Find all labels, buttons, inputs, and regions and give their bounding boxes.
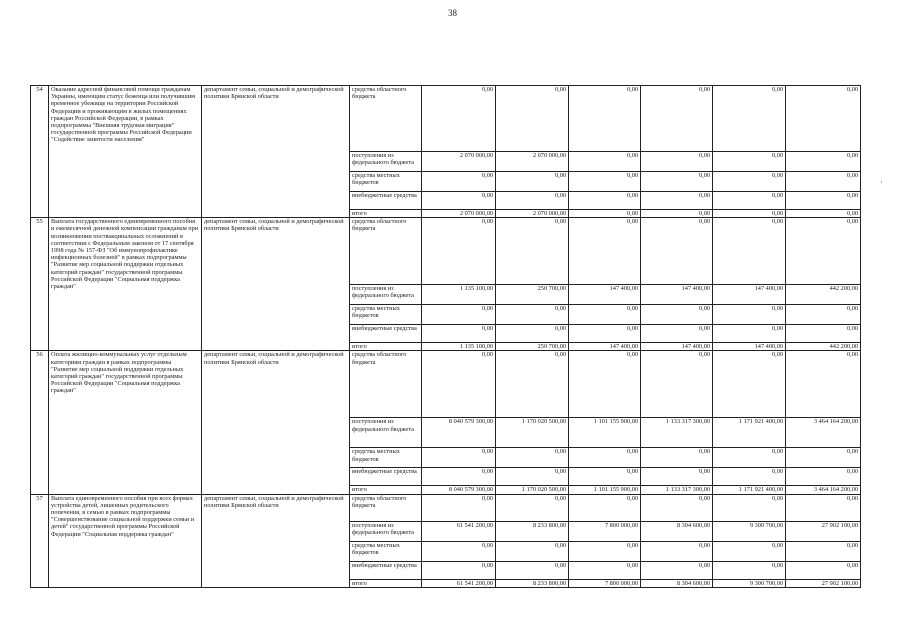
amount-cell: 1 133 317 300,00 — [641, 418, 713, 448]
amount-cell: 0,00 — [786, 448, 861, 468]
amount-cell: 250 700,00 — [496, 285, 569, 305]
amount-cell: 147 400,00 — [569, 343, 641, 351]
amount-cell: 0,00 — [713, 218, 786, 285]
amount-cell: 9 300 700,00 — [713, 579, 786, 587]
measure-description: Выплата единовременного пособия при всех формах устройства детей, лишенных родительского попечения, в семью в рамках подпрограммы "Совершенствование социальной поддержки семьи и детей" государственной программы Российской Федерации "Социальная поддержка граждан" — [49, 494, 202, 587]
responsible-department: департамент семьи, социальной и демографической политики Брянской области — [202, 494, 350, 587]
responsible-department: департамент семьи, социальной и демографической политики Брянской области — [202, 218, 350, 351]
amount-cell: 0,00 — [422, 218, 496, 285]
table-row — [31, 494, 861, 521]
amount-cell: 0,00 — [422, 172, 496, 192]
amount-cell: 0,00 — [496, 561, 569, 579]
amount-cell: 0,00 — [786, 494, 861, 521]
amount-cell: 0,00 — [786, 152, 861, 172]
budget-body — [31, 86, 861, 588]
row-number: 54 — [31, 86, 49, 218]
funding-source: средства областного бюджета — [350, 351, 422, 418]
amount-cell: 0,00 — [641, 86, 713, 152]
amount-cell: 0,00 — [641, 325, 713, 343]
funding-source: внебюджетные средства — [350, 325, 422, 343]
funding-source: средства областного бюджета — [350, 494, 422, 521]
amount-cell: 0,00 — [786, 86, 861, 152]
funding-source: поступления из федерального бюджета — [350, 152, 422, 172]
amount-cell: 0,00 — [422, 494, 496, 521]
amount-cell: 1 170 020 500,00 — [496, 486, 569, 494]
funding-source: средства местных бюджетов — [350, 305, 422, 325]
amount-cell: 0,00 — [496, 305, 569, 325]
amount-cell: 0,00 — [496, 218, 569, 285]
measure-description: Выплата государственного единовременного пособия и ежемесячной денежной компенсации гражданам при возникновении поствакцинальных осложнений в соответствии с Федеральным законом от 17 сентября 1998 года № 157-ФЗ "Об иммунопрофилактике инфекционных болезней" в рамках подпрограммы "Развитие мер социальной поддержки отдельных категорий граждан" государственной программы Российской Федерации "Социальная поддержка граждан" — [49, 218, 202, 351]
amount-cell: 8 233 800,00 — [496, 579, 569, 587]
funding-source: средства областного бюджета — [350, 86, 422, 152]
amount-cell: 2 070 000,00 — [422, 210, 496, 218]
amount-cell: 8 304 600,00 — [641, 521, 713, 541]
amount-cell: 1 101 155 900,00 — [569, 418, 641, 448]
row-number: 57 — [31, 494, 49, 587]
amount-cell: 0,00 — [569, 351, 641, 418]
amount-cell: 7 800 000,00 — [569, 579, 641, 587]
amount-cell: 147 400,00 — [641, 343, 713, 351]
row-number: 56 — [31, 351, 49, 494]
amount-cell: 0,00 — [713, 448, 786, 468]
funding-source: итого — [350, 579, 422, 587]
amount-cell: 0,00 — [422, 351, 496, 418]
amount-cell: 8 304 600,00 — [641, 579, 713, 587]
amount-cell: 7 800 000,00 — [569, 521, 641, 541]
amount-cell: 27 902 100,00 — [786, 521, 861, 541]
amount-cell: 61 541 200,00 — [422, 521, 496, 541]
measure-description: Оплата жилищно-коммунальных услуг отдельным категориям граждан в рамках подпрограммы "Развитие мер социальной поддержки отдельных категорий граждан" государственной программы Российской Федерации "Социальная поддержка граждан" — [49, 351, 202, 494]
amount-cell: 442 200,00 — [786, 285, 861, 305]
funding-source: внебюджетные средства — [350, 192, 422, 210]
amount-cell: 0,00 — [786, 192, 861, 210]
amount-cell: 0,00 — [569, 448, 641, 468]
amount-cell: 0,00 — [713, 494, 786, 521]
amount-cell: 0,00 — [786, 541, 861, 561]
amount-cell: 1 171 921 400,00 — [713, 418, 786, 448]
amount-cell: 0,00 — [641, 494, 713, 521]
funding-source: внебюджетные средства — [350, 468, 422, 486]
amount-cell: 0,00 — [713, 305, 786, 325]
amount-cell: 147 400,00 — [569, 285, 641, 305]
amount-cell: 1 135 100,00 — [422, 285, 496, 305]
amount-cell: 0,00 — [569, 218, 641, 285]
responsible-department: департамент семьи, социальной и демографической политики Брянской области — [202, 351, 350, 494]
funding-source: средства областного бюджета — [350, 218, 422, 285]
page-number: 38 — [448, 8, 457, 18]
amount-cell: 0,00 — [713, 152, 786, 172]
amount-cell: 0,00 — [786, 305, 861, 325]
funding-source: средства местных бюджетов — [350, 172, 422, 192]
amount-cell: 0,00 — [422, 305, 496, 325]
funding-source: поступления из федерального бюджета — [350, 285, 422, 305]
amount-cell: 147 400,00 — [641, 285, 713, 305]
amount-cell: 0,00 — [713, 351, 786, 418]
amount-cell: 0,00 — [422, 325, 496, 343]
amount-cell: 0,00 — [641, 561, 713, 579]
amount-cell: 3 464 164 200,00 — [786, 486, 861, 494]
amount-cell: 0,00 — [422, 192, 496, 210]
amount-cell: 1 101 155 900,00 — [569, 486, 641, 494]
amount-cell: 0,00 — [641, 351, 713, 418]
amount-cell: 250 700,00 — [496, 343, 569, 351]
amount-cell: 27 902 100,00 — [786, 579, 861, 587]
amount-cell: 0,00 — [786, 172, 861, 192]
amount-cell: 0,00 — [496, 541, 569, 561]
amount-cell: 0,00 — [496, 192, 569, 210]
amount-cell: 0,00 — [569, 468, 641, 486]
amount-cell: 0,00 — [569, 210, 641, 218]
amount-cell: 0,00 — [641, 448, 713, 468]
amount-cell: 0,00 — [422, 468, 496, 486]
amount-cell: 8 040 579 300,00 — [422, 486, 496, 494]
amount-cell: 0,00 — [713, 561, 786, 579]
amount-cell: 0,00 — [569, 561, 641, 579]
amount-cell: 442 200,00 — [786, 343, 861, 351]
funding-source: средства местных бюджетов — [350, 541, 422, 561]
funding-source: поступления из федерального бюджета — [350, 418, 422, 448]
funding-source: средства местных бюджетов — [350, 448, 422, 468]
amount-cell: 0,00 — [496, 325, 569, 343]
amount-cell: 0,00 — [496, 86, 569, 152]
amount-cell: 8 040 579 300,00 — [422, 418, 496, 448]
amount-cell: 0,00 — [422, 86, 496, 152]
amount-cell: 0,00 — [641, 152, 713, 172]
table-row — [31, 218, 861, 285]
funding-source: итого — [350, 343, 422, 351]
amount-cell: 0,00 — [496, 448, 569, 468]
amount-cell: 0,00 — [569, 325, 641, 343]
amount-cell: 1 135 100,00 — [422, 343, 496, 351]
budget-table — [30, 85, 861, 588]
amount-cell: 9 300 700,00 — [713, 521, 786, 541]
table-row — [31, 351, 861, 418]
amount-cell: 0,00 — [496, 172, 569, 192]
funding-source: внебюджетные средства — [350, 561, 422, 579]
amount-cell: 0,00 — [713, 172, 786, 192]
amount-cell: 0,00 — [569, 172, 641, 192]
amount-cell: 0,00 — [569, 541, 641, 561]
amount-cell: 0,00 — [641, 541, 713, 561]
amount-cell: 0,00 — [713, 210, 786, 218]
funding-source: итого — [350, 210, 422, 218]
amount-cell: 2 070 000,00 — [496, 210, 569, 218]
amount-cell: 0,00 — [786, 210, 861, 218]
amount-cell: 0,00 — [713, 325, 786, 343]
amount-cell: 0,00 — [496, 494, 569, 521]
amount-cell: 0,00 — [713, 192, 786, 210]
amount-cell: 0,00 — [786, 561, 861, 579]
amount-cell: 0,00 — [786, 325, 861, 343]
funding-source: итого — [350, 486, 422, 494]
amount-cell: 1 170 020 500,00 — [496, 418, 569, 448]
amount-cell: 0,00 — [713, 468, 786, 486]
amount-cell: 0,00 — [641, 192, 713, 210]
amount-cell: 0,00 — [569, 152, 641, 172]
amount-cell: 0,00 — [569, 305, 641, 325]
amount-cell: 0,00 — [422, 561, 496, 579]
amount-cell: 147 400,00 — [713, 343, 786, 351]
funding-source: поступления из федерального бюджета — [350, 521, 422, 541]
amount-cell: 61 541 200,00 — [422, 579, 496, 587]
table-row — [31, 86, 861, 152]
amount-cell: 8 233 800,00 — [496, 521, 569, 541]
amount-cell: 0,00 — [641, 172, 713, 192]
amount-cell: 2 070 000,00 — [422, 152, 496, 172]
amount-cell: 1 171 921 400,00 — [713, 486, 786, 494]
measure-description: Оказание адресной финансовой помощи гражданам Украины, имеющим статус беженца или получившим временное убежище на территории Российской Федерации и проживающим в жилых помещениях граждан Российской Федерации, в рамках подпрограммы "Внешняя трудовая миграция" государственной программы Российской Федерации "Содействие занятости населения" — [49, 86, 202, 218]
amount-cell: 147 400,00 — [713, 285, 786, 305]
amount-cell: 0,00 — [641, 305, 713, 325]
row-number: 55 — [31, 218, 49, 351]
amount-cell: 0,00 — [641, 468, 713, 486]
amount-cell: 0,00 — [786, 468, 861, 486]
amount-cell: 0,00 — [641, 210, 713, 218]
responsible-department: департамент семьи, социальной и демографической политики Брянской области — [202, 86, 350, 218]
margin-mark: · — [880, 178, 883, 187]
amount-cell: 0,00 — [786, 218, 861, 285]
amount-cell: 0,00 — [422, 448, 496, 468]
amount-cell: 0,00 — [786, 351, 861, 418]
amount-cell: 2 070 000,00 — [496, 152, 569, 172]
amount-cell: 0,00 — [713, 86, 786, 152]
amount-cell: 0,00 — [422, 541, 496, 561]
amount-cell: 3 464 164 200,00 — [786, 418, 861, 448]
amount-cell: 0,00 — [641, 218, 713, 285]
amount-cell: 1 133 317 300,00 — [641, 486, 713, 494]
amount-cell: 0,00 — [496, 468, 569, 486]
amount-cell: 0,00 — [569, 86, 641, 152]
amount-cell: 0,00 — [569, 494, 641, 521]
amount-cell: 0,00 — [569, 192, 641, 210]
amount-cell: 0,00 — [496, 351, 569, 418]
amount-cell: 0,00 — [713, 541, 786, 561]
